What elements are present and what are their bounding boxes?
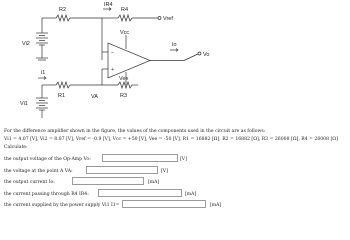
problem-description: For the difference amplifier shown in the figure, the values of the components used in the circuit are as follows: — [4, 129, 266, 134]
vee-label: Vee — [119, 76, 129, 82]
unit-label: [mA] — [185, 191, 197, 197]
vref-label: Vref — [163, 16, 173, 22]
vi2-label: Vi2 — [22, 41, 30, 47]
question-output-voltage — [4, 154, 348, 166]
question-label: the voltage at the point A VA: — [4, 168, 73, 174]
ir4-label: IR4 — [104, 2, 113, 8]
r4-label: R4 — [121, 7, 129, 13]
r2-resistor — [56, 15, 70, 21]
question-voltage-a — [4, 166, 348, 178]
vi2-source — [36, 33, 48, 45]
plus-sign: + — [111, 67, 114, 73]
unit-label: [mA] — [210, 203, 222, 208]
unit-label: [V] — [180, 157, 187, 162]
question-label: the output current Io: — [4, 180, 55, 185]
minus-sign: − — [111, 50, 114, 56]
op-amp — [108, 43, 150, 78]
r1-resistor — [56, 82, 70, 88]
unit-label: [mA] — [148, 180, 160, 185]
r3-resistor — [118, 82, 132, 88]
vo-answer-input[interactable] — [102, 154, 178, 162]
problem-values: Vi1 = 4.07 [V], Vi2 = 8.87 [V], Vref = -0.9 [V], Vcc = +50 [V], Vee = -50 [V], R1 = 16882 [Ω], R2 = 16882 [Ω], R3 = 26008 [Ω], R4 = 26008 [Ω] — [4, 137, 338, 142]
unit-label: [V] — [161, 168, 168, 174]
i1-label: i1 — [41, 70, 46, 76]
vi1-label: Vi1 — [20, 101, 28, 107]
question-label: the current supplied by the power supply Vi1 I1= — [4, 203, 120, 208]
ir4-answer-input[interactable] — [98, 189, 182, 197]
io-label: Io — [172, 42, 177, 48]
va-answer-input[interactable] — [86, 166, 158, 174]
r4-resistor — [118, 15, 132, 21]
r2-label: R2 — [59, 7, 67, 13]
circuit-wires — [36, 8, 201, 119]
question-supply-current — [4, 200, 348, 212]
i1-answer-input[interactable] — [122, 200, 206, 208]
r3-label: R3 — [120, 93, 128, 99]
vo-label: Vo — [203, 52, 210, 58]
io-answer-input[interactable] — [72, 177, 144, 185]
r1-label: R1 — [58, 93, 66, 99]
vi1-source — [36, 98, 48, 110]
problem-text — [4, 128, 348, 212]
va-label: VA — [91, 94, 98, 100]
question-current-r4 — [4, 189, 348, 201]
vcc-label: Vcc — [120, 30, 130, 36]
question-output-current — [4, 177, 348, 189]
calculate-label: Calculate: — [4, 145, 28, 150]
question-label: the current passing through R4 IR4: — [4, 191, 89, 197]
question-label: the output voltage of the Op-Amp Vo: — [4, 157, 91, 162]
